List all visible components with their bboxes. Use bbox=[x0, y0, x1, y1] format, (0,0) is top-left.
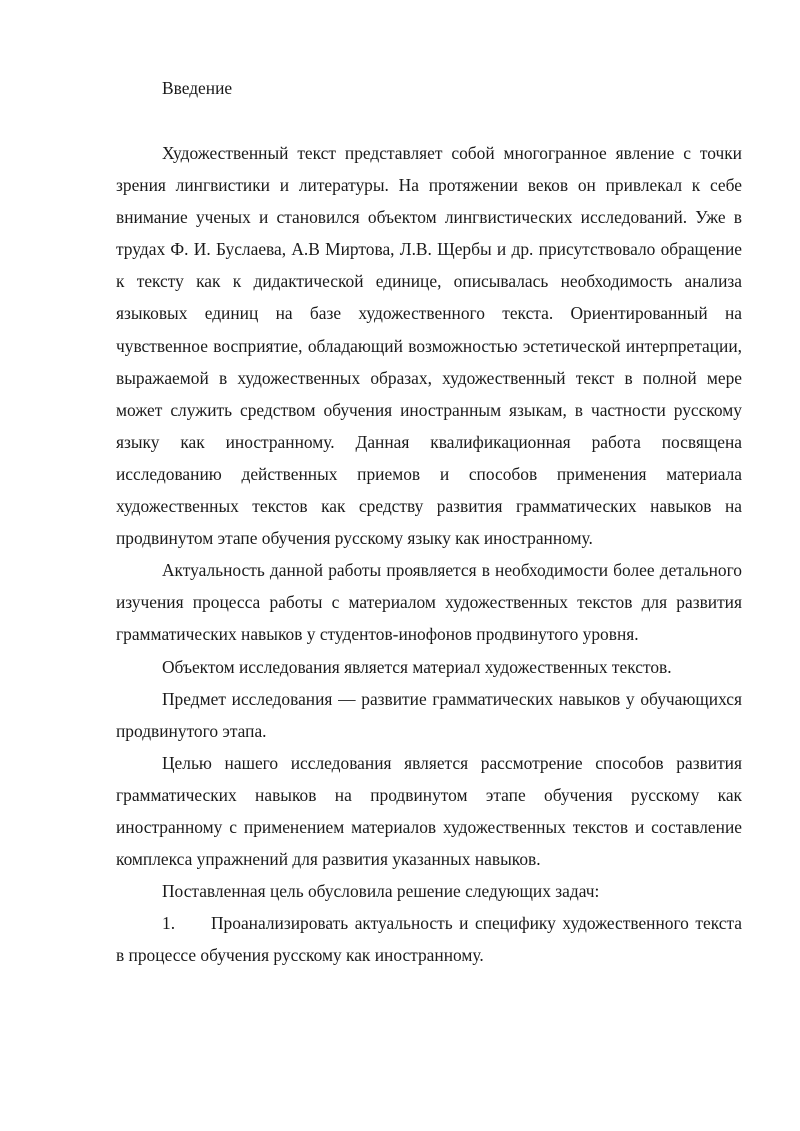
list-item bbox=[116, 907, 742, 971]
list-item-text: Проанализировать актуальность и специфику художественного текста в процессе обучения русскому как иностранному. bbox=[116, 913, 742, 966]
paragraph-object: Объектом исследования является материал художественных текстов. bbox=[162, 656, 672, 677]
document-body bbox=[116, 137, 742, 971]
paragraph-tasks-intro: Поставленная цель обусловила решение следующих задач: bbox=[162, 881, 600, 902]
paragraph-intro: Художественный текст представляет собой многогранное явление с точки зрения лингвистики и литературы. На протяжении веков он привлекал к себе внимание ученых и становился объектом лингвистических исследований. Уже в трудах Ф. И. Буслаева, А.В Миртова, Л.В. Щербы и др. присутствовало обращение к тексту как к дидактической единице, описывалась необходимость анализа языковых единиц на базе художественного текста. Ориентированный на чувственное восприятие, обладающий возможностью эстетической интерпретации, выражаемой в художественных образах, художественный текст в полной мере может служить средством обучения иностранным языкам, в частности русскому языку как иностранному. Данная квалификационная работа посвящена исследованию действенных приемов и способов применения материала художественных текстов как средству развития грамматических навыков на продвинутом этапе обучения русскому языку как иностранному. bbox=[116, 143, 742, 549]
list-item-number: 1. bbox=[162, 913, 176, 934]
paragraph-relevance: Актуальность данной работы проявляется в необходимости более детального изучения процесса работы с материалом художественных текстов для развития грамматических навыков у студентов-инофонов продвинутого уровня. bbox=[116, 560, 742, 645]
paragraph-goal: Целью нашего исследования является рассмотрение способов развития грамматических навыков на продвинутом этапе обучения русскому как иностранному с применением материалов художественных текстов и составление комплекса упражнений для развития указанных навыков. bbox=[116, 752, 742, 870]
paragraph-subject: Предмет исследования — развитие грамматических навыков у обучающихся продвинутого этапа. bbox=[116, 688, 742, 741]
page-title: Введение bbox=[162, 78, 233, 98]
